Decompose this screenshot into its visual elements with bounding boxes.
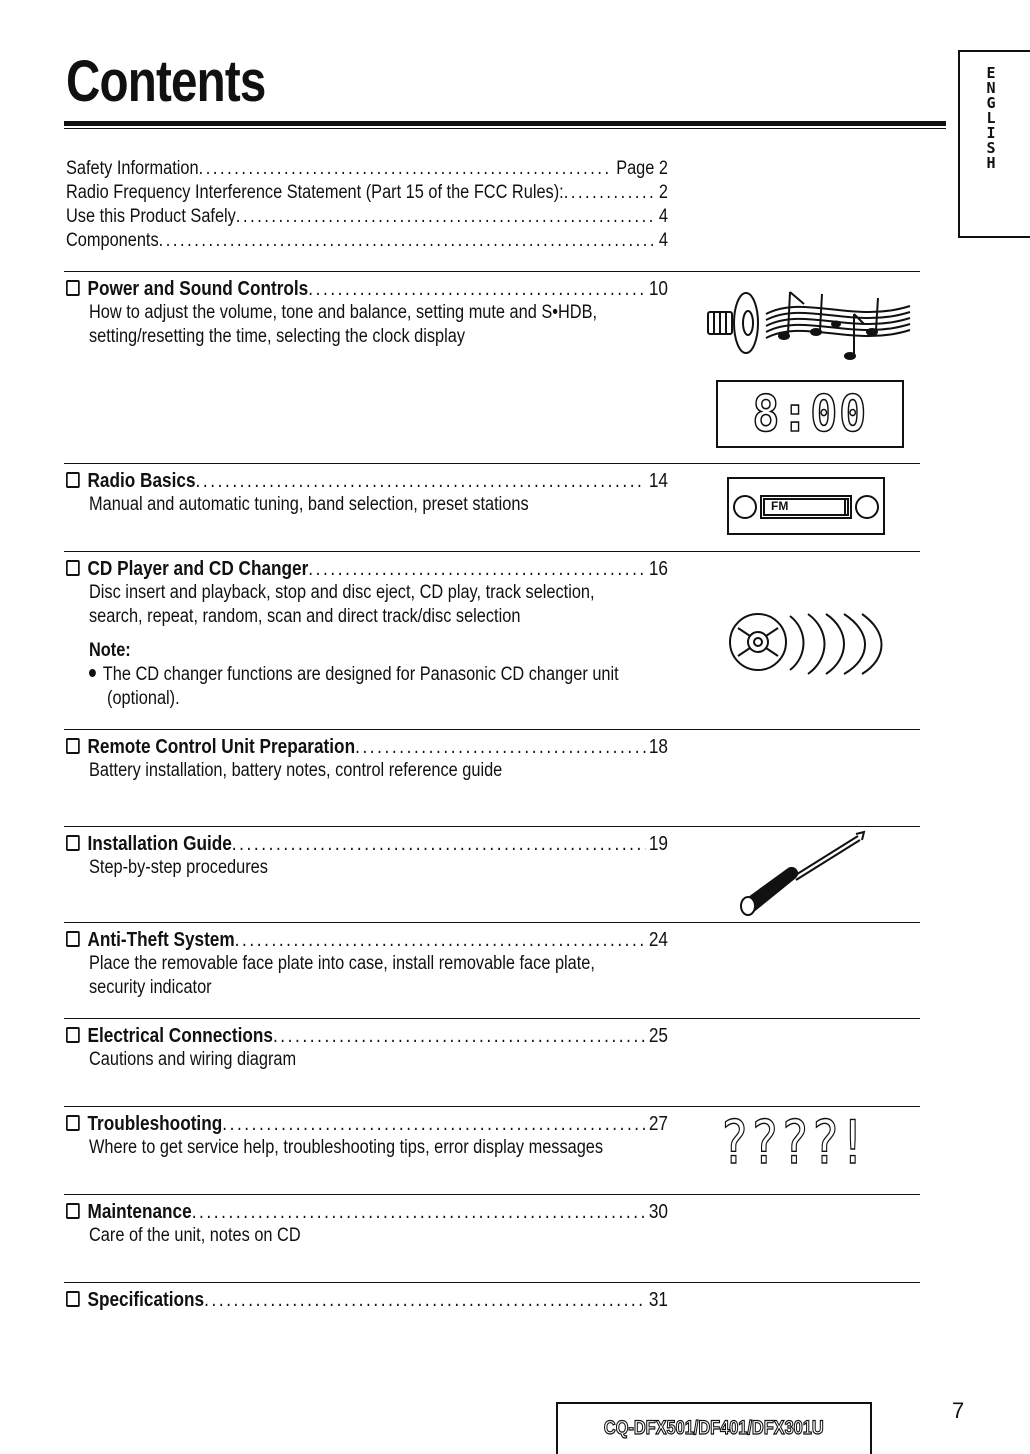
section-specifications[interactable] xyxy=(66,1288,668,1312)
checkbox-icon xyxy=(66,1027,80,1043)
section-description: Where to get service help, troubleshooting tips, error display messages xyxy=(89,1137,604,1158)
leader-dots xyxy=(355,735,645,759)
language-tab-label: ENGLISH xyxy=(986,64,996,172)
radio-knobs-icon xyxy=(729,479,883,533)
checkbox-icon xyxy=(66,560,80,576)
section-anti-theft-system[interactable] xyxy=(66,928,668,952)
leader-dots xyxy=(308,277,645,301)
leader-dots xyxy=(204,1288,645,1312)
toc-label: Components xyxy=(66,230,159,251)
section-remote-control-prep[interactable] xyxy=(66,735,668,759)
section-divider xyxy=(64,826,920,827)
toc-safety-information[interactable] xyxy=(66,157,668,181)
section-page: 16 xyxy=(648,558,668,580)
note-title: Note: xyxy=(89,640,131,661)
section-electrical-connections[interactable] xyxy=(66,1024,668,1048)
toc-radio-frequency-statement[interactable] xyxy=(66,181,668,205)
toc-page: Page 2 xyxy=(616,158,668,179)
section-troubleshooting[interactable] xyxy=(66,1112,668,1136)
section-page: 19 xyxy=(648,833,668,855)
toc-label: Safety Information xyxy=(66,158,199,179)
leader-dots xyxy=(308,557,645,581)
section-label: Radio Basics xyxy=(87,470,196,492)
section-description: Step-by-step procedures xyxy=(89,857,268,878)
section-description: Cautions and wiring diagram xyxy=(89,1049,297,1070)
leader-dots xyxy=(273,1024,645,1048)
page-number: 7 xyxy=(952,1398,965,1423)
leader-dots xyxy=(236,205,656,229)
question-marks-illustration: ????! xyxy=(722,1108,868,1178)
leader-dots xyxy=(199,157,613,181)
section-page: 14 xyxy=(648,470,668,492)
toc-label: Radio Frequency Interference Statement (Part 15 of the FCC Rules): xyxy=(66,182,564,203)
section-label: Electrical Connections xyxy=(87,1025,273,1047)
section-power-sound-controls[interactable] xyxy=(66,277,668,301)
checkbox-icon xyxy=(66,738,80,754)
section-label: Installation Guide xyxy=(87,833,232,855)
section-installation-guide[interactable] xyxy=(66,832,668,856)
leader-dots xyxy=(232,832,646,856)
section-label: Remote Control Unit Preparation xyxy=(87,736,356,758)
leader-dots xyxy=(192,1200,646,1224)
model-number: CQ-DFX501/DF401/DFX301U xyxy=(604,1418,824,1439)
clock-display-value: 8:00 xyxy=(752,385,868,443)
checkbox-icon xyxy=(66,1291,80,1307)
section-description: Place the removable face plate into case, install removable face plate, security indicator xyxy=(89,953,595,998)
page-title: Contents xyxy=(66,49,266,114)
checkbox-icon xyxy=(66,1115,80,1131)
note-line: The CD changer functions are designed for Panasonic CD changer unit xyxy=(102,664,619,685)
bullet-icon xyxy=(89,669,96,677)
toc-page: 4 xyxy=(658,206,668,227)
toc-use-product-safely[interactable] xyxy=(66,205,668,229)
section-label: Anti-Theft System xyxy=(87,929,235,951)
section-label: Power and Sound Controls xyxy=(87,278,309,300)
section-label: Troubleshooting xyxy=(87,1113,223,1135)
leader-dots xyxy=(159,229,656,253)
toc-page: 4 xyxy=(658,230,668,251)
clock-display-illustration xyxy=(716,380,904,448)
language-tab xyxy=(958,50,1030,238)
screwdriver-icon xyxy=(736,830,868,918)
checkbox-icon xyxy=(66,835,80,851)
checkbox-icon xyxy=(66,1203,80,1219)
section-divider xyxy=(64,1282,920,1283)
note-text xyxy=(89,663,619,687)
section-description: Care of the unit, notes on CD xyxy=(89,1225,301,1246)
toc-page: 2 xyxy=(658,182,668,203)
section-page: 24 xyxy=(648,929,668,951)
section-page: 10 xyxy=(648,278,668,300)
section-description: Battery installation, battery notes, control reference guide xyxy=(89,760,503,781)
section-page: 25 xyxy=(648,1025,668,1047)
checkbox-icon xyxy=(66,472,80,488)
section-cd-player-changer[interactable] xyxy=(66,557,668,581)
section-divider xyxy=(64,463,920,464)
radio-face-illustration xyxy=(727,477,885,535)
section-maintenance[interactable] xyxy=(66,1200,668,1224)
checkbox-icon xyxy=(66,931,80,947)
toc-components[interactable] xyxy=(66,229,668,253)
title-rule-thin xyxy=(64,128,946,129)
section-divider xyxy=(64,551,920,552)
title-rule xyxy=(64,121,946,126)
section-label: Specifications xyxy=(87,1289,205,1311)
section-label: Maintenance xyxy=(87,1201,192,1223)
section-divider xyxy=(64,271,920,272)
note-text-continued: (optional). xyxy=(107,688,180,709)
speaker-music-icon xyxy=(704,284,916,364)
section-page: 30 xyxy=(648,1201,668,1223)
section-radio-basics[interactable] xyxy=(66,469,668,493)
section-divider xyxy=(64,729,920,730)
section-page: 31 xyxy=(648,1289,668,1311)
leader-dots xyxy=(235,928,646,952)
fm-band-label: FM xyxy=(771,499,789,513)
checkbox-icon xyxy=(66,280,80,296)
leader-dots xyxy=(196,469,646,493)
section-page: 27 xyxy=(648,1113,668,1135)
toc-label: Use this Product Safely xyxy=(66,206,236,227)
section-divider xyxy=(64,1018,920,1019)
section-description: How to adjust the volume, tone and balance, setting mute and S•HDB, setting/resetting the time, selecting the clock display xyxy=(89,302,598,347)
leader-dots xyxy=(564,181,656,205)
section-divider xyxy=(64,922,920,923)
leader-dots xyxy=(222,1112,645,1136)
footer-model-box xyxy=(556,1402,872,1454)
section-divider xyxy=(64,1194,920,1195)
section-description: Disc insert and playback, stop and disc eject, CD play, track selection, search, repeat, random, scan and direct track/disc selection xyxy=(89,582,595,627)
section-page: 18 xyxy=(648,736,668,758)
section-description: Manual and automatic tuning, band selection, preset stations xyxy=(89,494,529,515)
section-divider xyxy=(64,1106,920,1107)
cd-sound-waves-icon xyxy=(726,610,890,678)
section-label: CD Player and CD Changer xyxy=(87,558,309,580)
